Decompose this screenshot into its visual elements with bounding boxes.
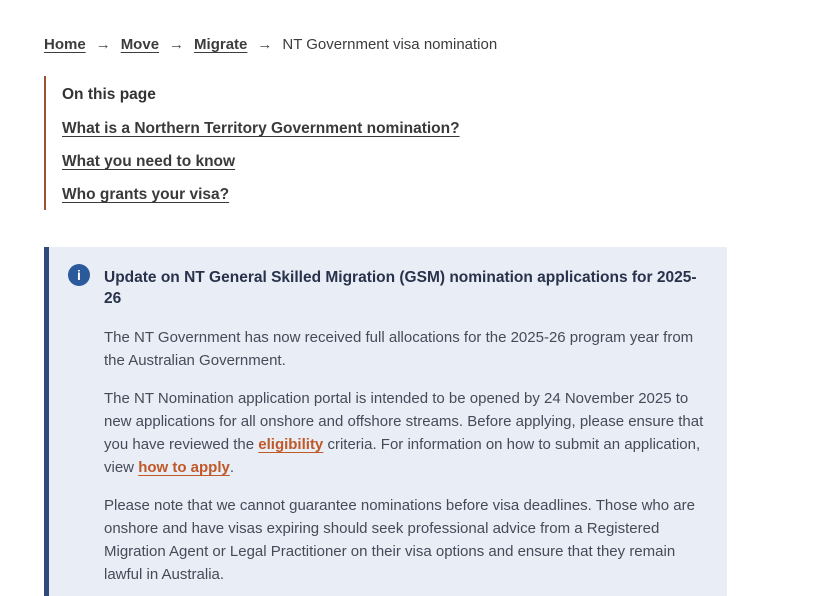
info-callout-body <box>104 326 709 586</box>
breadcrumb-link-move[interactable]: Move <box>120 36 160 53</box>
on-this-page-heading: On this page <box>62 86 156 103</box>
how-to-apply-link[interactable]: how to apply <box>138 459 230 476</box>
info-paragraph-deadlines: Please note that we cannot guarantee nominations before visa deadlines. Those who are onshore and have visas expiring should seek professional advice from a Registered Migration Agent or Legal Practitioner on their visa options and ensure that they remain lawful in Australia. <box>104 497 695 583</box>
toc-link-what-is-nomination[interactable]: What is a Northern Territory Government nomination? <box>62 120 460 137</box>
breadcrumb-link-migrate[interactable]: Migrate <box>194 36 248 53</box>
info-paragraph-text: The NT Nomination application portal is intended to be opened by 24 November 2025 to new applications for all onshore and offshore streams. Before applying, please ensure that you have reviewed the <box>104 390 704 453</box>
info-callout-heading: Update on NT General Skilled Migration (GSM) nomination applications for 2025-26 <box>104 269 697 307</box>
info-paragraph-text: . <box>229 459 235 476</box>
on-this-page-box <box>44 76 460 210</box>
breadcrumb-arrow-icon: → <box>169 36 185 53</box>
breadcrumb-arrow-icon: → <box>95 36 111 53</box>
info-paragraph-portal <box>104 387 709 479</box>
breadcrumb-current-page: NT Government visa nomination <box>282 36 498 53</box>
breadcrumb <box>44 36 497 53</box>
info-paragraph-allocations: The NT Government has now received full allocations for the 2025-26 program year from the Australian Government. <box>104 329 694 369</box>
eligibility-link[interactable]: eligibility <box>258 436 324 453</box>
toc-link-what-you-need-to-know[interactable]: What you need to know <box>62 153 236 170</box>
info-callout <box>44 247 727 596</box>
breadcrumb-link-home[interactable]: Home <box>44 36 86 53</box>
toc-link-who-grants-your-visa[interactable]: Who grants your visa? <box>62 186 230 203</box>
info-icon: i <box>68 264 90 286</box>
breadcrumb-arrow-icon: → <box>257 36 273 53</box>
info-callout-header <box>68 264 709 309</box>
info-paragraph-text: criteria. For information on how to submit an application, view <box>104 436 701 476</box>
